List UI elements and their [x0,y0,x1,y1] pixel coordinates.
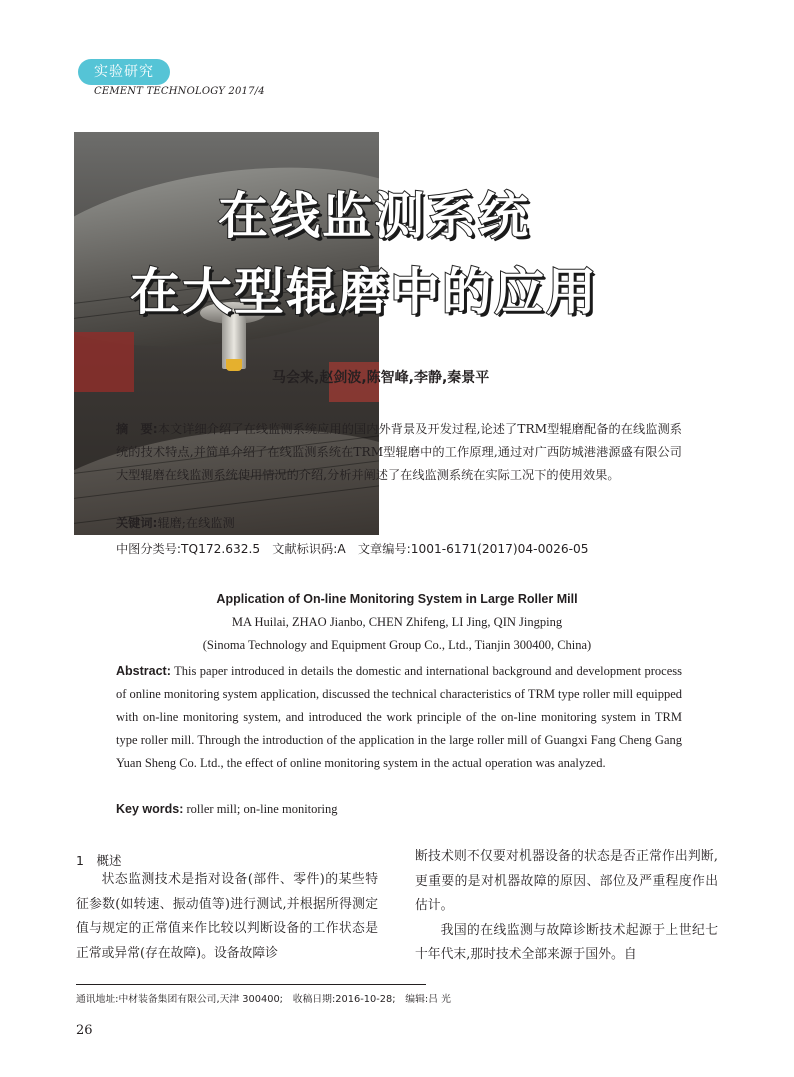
footnote-rule [76,984,426,985]
english-title: Application of On-line Monitoring System in Large Roller Mill [216,592,578,606]
section-heading: 1 概述 [76,853,122,868]
body-left-column: 状态监测技术是指对设备(部件、零件)的某些特征参数(如转速、振动值等)进行测试,并根据所得测定值与规定的正常值来作比较以判断设备的工作状态是正常或异常(存在故障)。设备故障诊 [76,872,378,961]
english-keywords-label: Key words: [116,802,184,816]
keywords-cn-text: 辊磨;在线监测 [157,516,235,530]
classification-line: 中图分类号:TQ172.632.5 文献标识码:A 文章编号:1001-6171(2017)04-0026-05 [116,542,589,556]
abstract-cn-text: 本文详细介绍了在线监测系统应用的国内外背景及开发过程,论述了TRM型辊磨配备的在线监测系统的技术特点,并简单介绍了在线监测系统在TRM型辊磨中的工作原理,通过对广西防城港港源盛有限公司大型辊磨在线监测系统使用情况的介绍,分析并阐述了在线监测系统在实际工况下的使用效果。 [116,422,682,482]
footnote: 通讯地址:中材装备集团有限公司,天津 300400; 收稿日期:2016-10-28; 编辑:吕 光 [76,994,451,1005]
page-number: 26 [76,1023,93,1038]
english-authors: MA Huilai, ZHAO Jianbo, CHEN Zhifeng, LI Jing, QIN Jingping [231,615,563,629]
abstract-cn-label: 摘 要: [116,422,158,436]
body-right-para-2: 我国的在线监测与故障诊断技术起源于上世纪七十年代末,那时技术全部来源于国外。自 [415,922,718,962]
keywords-cn [116,514,235,531]
article-title-line-1: 在线监测系统 [218,187,530,245]
section-tag: 实验研究 [78,59,170,85]
abstract-cn [116,418,682,487]
body-right-column [415,845,718,968]
english-keywords-text: roller mill; on-line monitoring [183,802,338,816]
english-abstract-text: This paper introduced in details the domestic and international background and development process of online monitoring system application, discussed the technical characteristics of TRM type roller mill equipped with on-line monitoring system, and introduced the work principle of the on-line monitoring system in TRM type roller mill. Through the introduction of the application in the large roller mill of Guangxi Fang Cheng Gang Yuan Sheng Co. Ltd., the effect of online monitoring system in the actual operation was analyzed. [116,664,682,770]
keywords-cn-label: 关键词: [116,516,158,530]
english-abstract-label: Abstract: [116,664,171,678]
body-right-para-1: 断技术则不仅要对机器设备的状态是否正常作出判断,更重要的是对机器故障的原因、部位及严重程度作出估计。 [415,849,718,913]
article-title-line-2: 在大型辊磨中的应用 [130,263,598,321]
authors-cn: 马会来,赵剑波,陈智峰,李静,秦景平 [272,370,490,386]
english-keywords [116,802,338,817]
english-affiliation: (Sinoma Technology and Equipment Group Co., Ltd., Tianjin 300400, China) [202,638,592,652]
journal-running-head: CEMENT TECHNOLOGY 2017/4 [94,86,265,97]
english-abstract [116,660,682,775]
